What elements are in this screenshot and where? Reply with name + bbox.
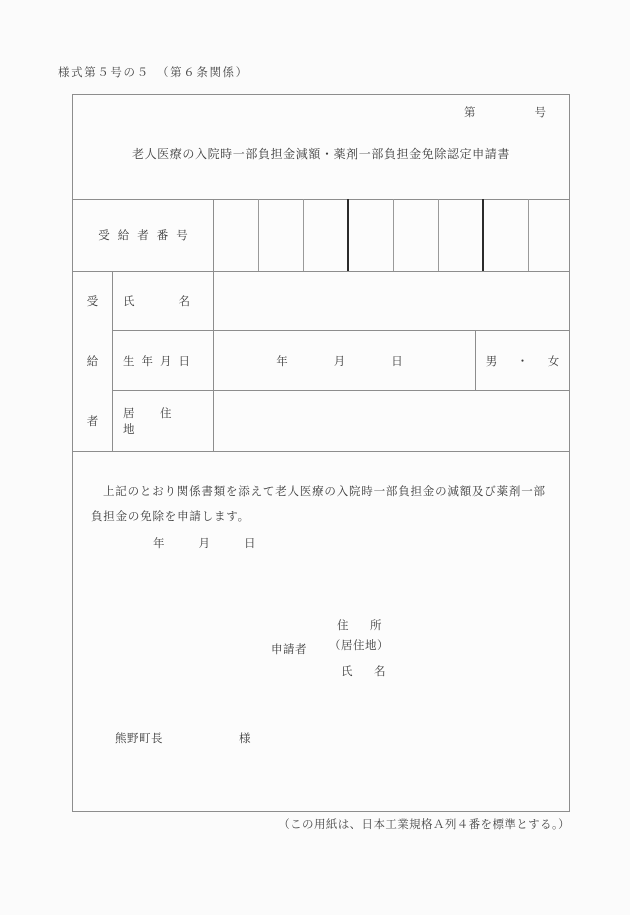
receipt-number-cell[interactable] xyxy=(259,199,304,271)
applicant-name-label: 氏 名 xyxy=(341,666,391,678)
birthdate-month-label: 月 xyxy=(333,355,346,368)
receipt-number-label: 受給者番号 xyxy=(98,230,196,242)
applicant-address-sub-label: （居住地） xyxy=(329,640,389,652)
receipt-number-cell[interactable] xyxy=(484,199,529,271)
recipient-birthdate-label: 生年月日 xyxy=(123,355,197,368)
form-title: 老人医療の入院時一部負担金減額・薬剤一部負担金免除認定申請書 xyxy=(131,147,510,161)
recipient-birthdate-label-cell xyxy=(113,331,214,390)
recipient-birthdate-value xyxy=(214,331,569,390)
addressee-line xyxy=(115,730,251,746)
application-date-day: 日 xyxy=(244,538,256,550)
receipt-number-cells xyxy=(214,199,529,271)
recipient-vertical-char-3: 者 xyxy=(86,416,99,428)
applicant-address-label: 住 所 xyxy=(337,620,387,632)
recipient-vertical-char-1: 受 xyxy=(86,296,99,308)
applicant-fields xyxy=(329,617,391,681)
receipt-number-cell[interactable] xyxy=(439,199,484,271)
sex-selection[interactable]: 男 ・ 女 xyxy=(475,331,569,390)
divider-below-recipient-block xyxy=(73,451,569,452)
recipient-residence-value[interactable] xyxy=(214,391,569,451)
form-number-label: 様式第５号の５ （第６条関係） xyxy=(58,67,249,79)
document-number-suffix: 号 xyxy=(534,107,547,119)
recipient-block xyxy=(73,271,569,451)
receipt-number-row xyxy=(73,199,569,271)
recipient-name-label: 氏 名 xyxy=(123,295,197,308)
recipient-residence-label-cell xyxy=(113,391,214,451)
application-date-month: 月 xyxy=(198,538,210,550)
addressee-honorific: 様 xyxy=(239,733,251,745)
receipt-number-cell[interactable] xyxy=(304,199,349,271)
recipient-name-value[interactable] xyxy=(214,271,569,330)
paper-size-note: （この用紙は、日本工業規格Ａ列４番を標準とする。） xyxy=(278,819,570,831)
addressee-office: 熊野町長 xyxy=(115,733,163,745)
recipient-vertical-label xyxy=(73,271,113,451)
receipt-number-cell[interactable] xyxy=(394,199,439,271)
applicant-label: 申請者 xyxy=(271,644,307,656)
recipient-residence-row xyxy=(113,391,569,451)
applicant-block xyxy=(271,617,391,681)
recipient-residence-label: 居 住 地 xyxy=(123,408,197,436)
statement-line-2: 負担金の免除を申請します。 xyxy=(91,511,250,523)
birthdate-fields[interactable] xyxy=(214,331,475,390)
recipient-birthdate-row xyxy=(113,331,569,391)
receipt-number-cell[interactable] xyxy=(214,199,259,271)
recipient-rows xyxy=(113,271,569,451)
application-date-year: 年 xyxy=(153,538,165,550)
recipient-name-label-cell xyxy=(113,271,214,330)
statement-text xyxy=(91,480,551,530)
document-number-line xyxy=(73,104,569,120)
form-frame xyxy=(72,94,570,812)
birthdate-day-label: 日 xyxy=(391,355,403,368)
receipt-number-label-cell xyxy=(73,199,214,271)
recipient-vertical-char-2: 給 xyxy=(86,356,99,368)
recipient-name-row xyxy=(113,271,569,331)
application-date-line[interactable] xyxy=(153,535,256,551)
statement-line-1: 上記のとおり関係書類を添えて老人医療の入院時一部負担金の減額及び薬剤一部 xyxy=(103,486,546,498)
document-number-prefix: 第 xyxy=(464,107,477,119)
birthdate-year-label: 年 xyxy=(276,355,288,368)
receipt-number-cell[interactable] xyxy=(349,199,394,271)
